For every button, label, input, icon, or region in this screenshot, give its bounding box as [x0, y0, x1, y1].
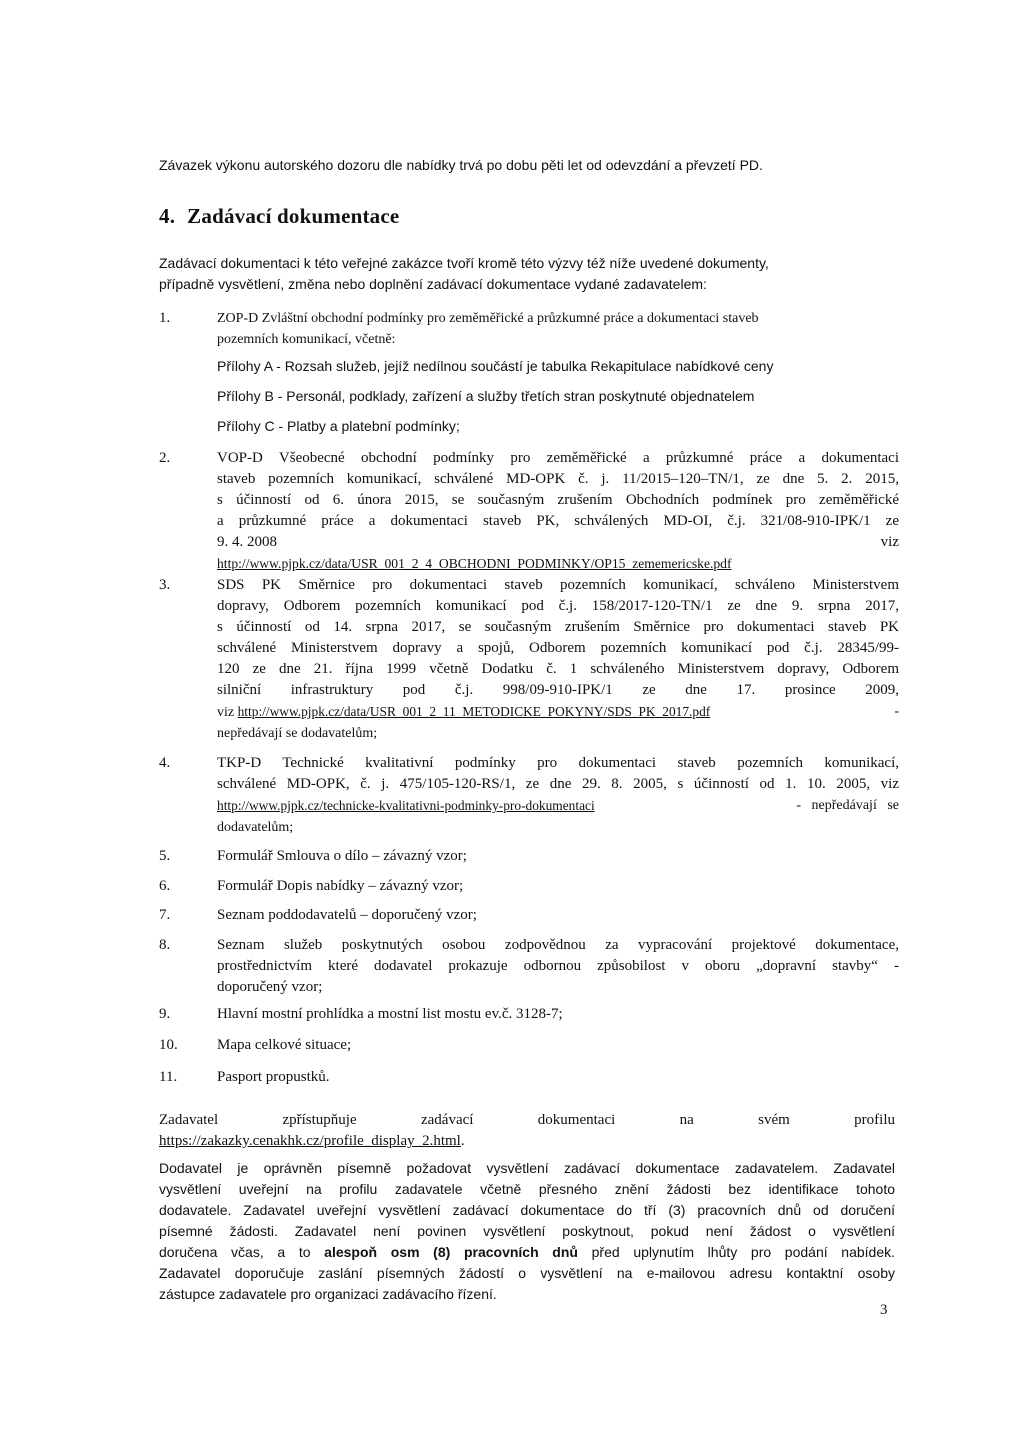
list-item-number: 2.: [159, 450, 171, 466]
page-number: 3: [880, 1302, 888, 1318]
text-line: 120 ze dne 21. října 1999 včetně Dodatku č. 1 schváleného Ministerstvem dopravy, Odborem: [217, 661, 899, 677]
section-number: 4.: [159, 204, 176, 228]
bold-deadline: alespoň osm (8) pracovních dnů: [324, 1244, 578, 1260]
list-item-number: 4.: [159, 755, 171, 771]
text-line: silniční infrastruktury pod č.j. 998/09-910-IPK/1 ze dne 17. prosince 2009,: [217, 682, 899, 698]
text-line: TKP-D Technické kvalitativní podmínky pro dokumentaci staveb pozemních komunikací,: [217, 755, 899, 771]
lead-line: případně vysvětlení, změna nebo doplnění zadávací dokumentace vydané zadavatelem:: [159, 276, 707, 292]
text-line: Zadavatel doporučuje zaslání písemných žádostí o vysvětlení na e-mailovou adresu kontaktní osoby: [159, 1265, 895, 1281]
list-item-number: 10.: [159, 1037, 178, 1053]
text-line: schválené Ministerstvem dopravy a spojů, Odborem pozemních komunikací pod č.j. 28345/99-: [217, 640, 899, 656]
list-item-number: 1.: [159, 310, 171, 326]
text-line: dopravy, Odborem pozemních komunikací pod č.j. 158/2017-120-TN/1 ze dne 9. srpna 2017,: [217, 598, 899, 614]
text-fragment: doručena včas, a to: [159, 1244, 325, 1260]
dash-text: - nepředávají se: [796, 798, 899, 813]
text-line: písemné žádosti. Zadavatel není povinen vysvětlení poskytnout, pokud není žádost o vysvětlení: [159, 1223, 895, 1239]
section-title: Zadávací dokumentace: [187, 204, 400, 228]
text-line: [217, 795, 899, 817]
viz-text: viz: [880, 534, 899, 550]
section-heading: [159, 204, 399, 229]
text-line: [217, 701, 899, 723]
text-line: VOP-D Všeobecné obchodní podmínky pro zeměměřické a průzkumné práce a dokumentaci: [217, 450, 899, 466]
text-line: s účinností od 6. února 2015, se současným zrušením Obchodních podmínek pro zeměměřické: [217, 492, 899, 508]
appendix-a: Přílohy A - Rozsah služeb, jejíž nedílnou součástí je tabulka Rekapitulace nabídkové ceny: [217, 358, 774, 374]
list-item-text: Hlavní mostní prohlídka a mostní list mostu ev.č. 3128-7;: [217, 1006, 563, 1022]
appendix-b: Přílohy B - Personál, podklady, zařízení a služby třetích stran poskytnuté objednatelem: [217, 388, 755, 404]
text-line: dodavatele. Zadavatel uveřejní vysvětlení zadávací dokumentace do tří (3) pracovních dnů od doručení: [159, 1202, 895, 1218]
list-item-text: Formulář Smlouva o dílo – závazný vzor;: [217, 848, 467, 864]
appendix-c: Přílohy C - Platby a platební podmínky;: [217, 418, 460, 434]
text-line: [159, 1131, 895, 1152]
list-item-text: Mapa celkové situace;: [217, 1037, 352, 1053]
profile-paragraph: [159, 1110, 895, 1152]
clarification-paragraph: [159, 1158, 895, 1305]
text-line: Dodavatel je oprávněn písemně požadovat vysvětlení zadávací dokumentace zadavatelem. Zadavatel: [159, 1160, 895, 1176]
text-line: vysvětlení uveřejní na profilu zadavatele včetně přesného znění žádosti bez identifikace tohoto: [159, 1181, 895, 1197]
list-item-number: 5.: [159, 848, 171, 864]
text-line: a průzkumné práce a dokumentaci staveb PK, schválených MD-OI, č.j. 321/08-910-IPK/1 ze: [217, 513, 899, 529]
list-item-number: 11.: [159, 1069, 178, 1085]
text-line: dodavatelům;: [217, 820, 294, 835]
date-text: 9. 4. 2008: [217, 534, 277, 550]
lead-paragraph: [159, 253, 895, 295]
profile-link[interactable]: https://zakazky.cenakhk.cz/profile_display_2.html: [159, 1133, 461, 1149]
text-line: nepředávají se dodavatelům;: [217, 726, 378, 741]
text-fragment: před uplynutím lhůty pro podání nabídek.: [577, 1244, 895, 1260]
list-item-text: [217, 753, 899, 838]
text-line: pozemních komunikací, včetně:: [217, 332, 396, 347]
period-text: .: [460, 1133, 465, 1149]
dash-text: -: [894, 704, 899, 719]
text-line: s účinností od 14. srpna 2017, se současným zrušením Směrnice pro dokumentaci staveb PK: [217, 619, 899, 635]
list-item-number: 6.: [159, 878, 171, 894]
text-line: staveb pozemních komunikací, schválené MD-OPK č. j. 11/2015–120–TN/1, ze dne 5. 2. 2015,: [217, 471, 899, 487]
text-line: Seznam služeb poskytnutých osobou zodpovědnou za vypracování projektové dokumentace,: [217, 937, 899, 953]
list-item-number: 7.: [159, 907, 171, 923]
list-item-number: 3.: [159, 577, 171, 593]
text-line: ZOP-D Zvláštní obchodní podmínky pro zeměměřické a průzkumné práce a dokumentaci staveb: [217, 311, 759, 326]
text-line: SDS PK Směrnice pro dokumentaci staveb pozemních komunikací, schváleno Ministerstvem: [217, 577, 899, 593]
list-item-text: [217, 935, 899, 998]
list-item-text: Formulář Dopis nabídky – závazný vzor;: [217, 878, 464, 894]
lead-line: Zadávací dokumentaci k této veřejné zakázce tvoří kromě této výzvy též níže uvedené dokumenty,: [159, 255, 769, 271]
text-line: schválené MD-OPK, č. j. 475/105-120-RS/1, ze dne 29. 8. 2005, s účinností od 1. 10. 2005, viz: [217, 776, 899, 792]
list-item-text: [217, 448, 899, 574]
list-item-text: [217, 308, 899, 350]
list-item-text: Pasport propustků.: [217, 1069, 330, 1085]
profile-text: Zadavatel zpřístupňuje zadávací dokumentaci na svém profilu: [159, 1112, 895, 1128]
sds-link[interactable]: http://www.pjpk.cz/data/USR_001_2_11_METODICKE_POKYNY/SDS_PK_2017.pdf: [237, 704, 711, 719]
text-line: doporučený vzor;: [217, 979, 323, 995]
viz-text: viz: [217, 705, 235, 720]
text-line: [159, 1242, 895, 1263]
intro-text: Závazek výkonu autorského dozoru dle nabídky trvá po dobu pěti let od odevzdání a převzetí PD.: [159, 157, 763, 173]
list-item-text: [217, 575, 899, 744]
text-line: zástupce zadavatele pro organizaci zadávacího řízení.: [159, 1286, 497, 1302]
list-item-number: 8.: [159, 937, 171, 953]
list-item-text: Seznam poddodavatelů – doporučený vzor;: [217, 907, 477, 923]
list-item-number: 9.: [159, 1006, 171, 1022]
tkp-link[interactable]: http://www.pjpk.cz/technicke-kvalitativni-podminky-pro-dokumentaci: [217, 798, 595, 813]
text-line: [217, 532, 899, 553]
text-line: prostřednictvím které dodavatel prokazuje odbornou způsobilost v oboru „dopravní stavby“ -: [217, 958, 899, 974]
vop-link[interactable]: http://www.pjpk.cz/data/USR_001_2_4_OBCHODNI_PODMINKY/OP15_zememericske.pdf: [217, 556, 732, 571]
